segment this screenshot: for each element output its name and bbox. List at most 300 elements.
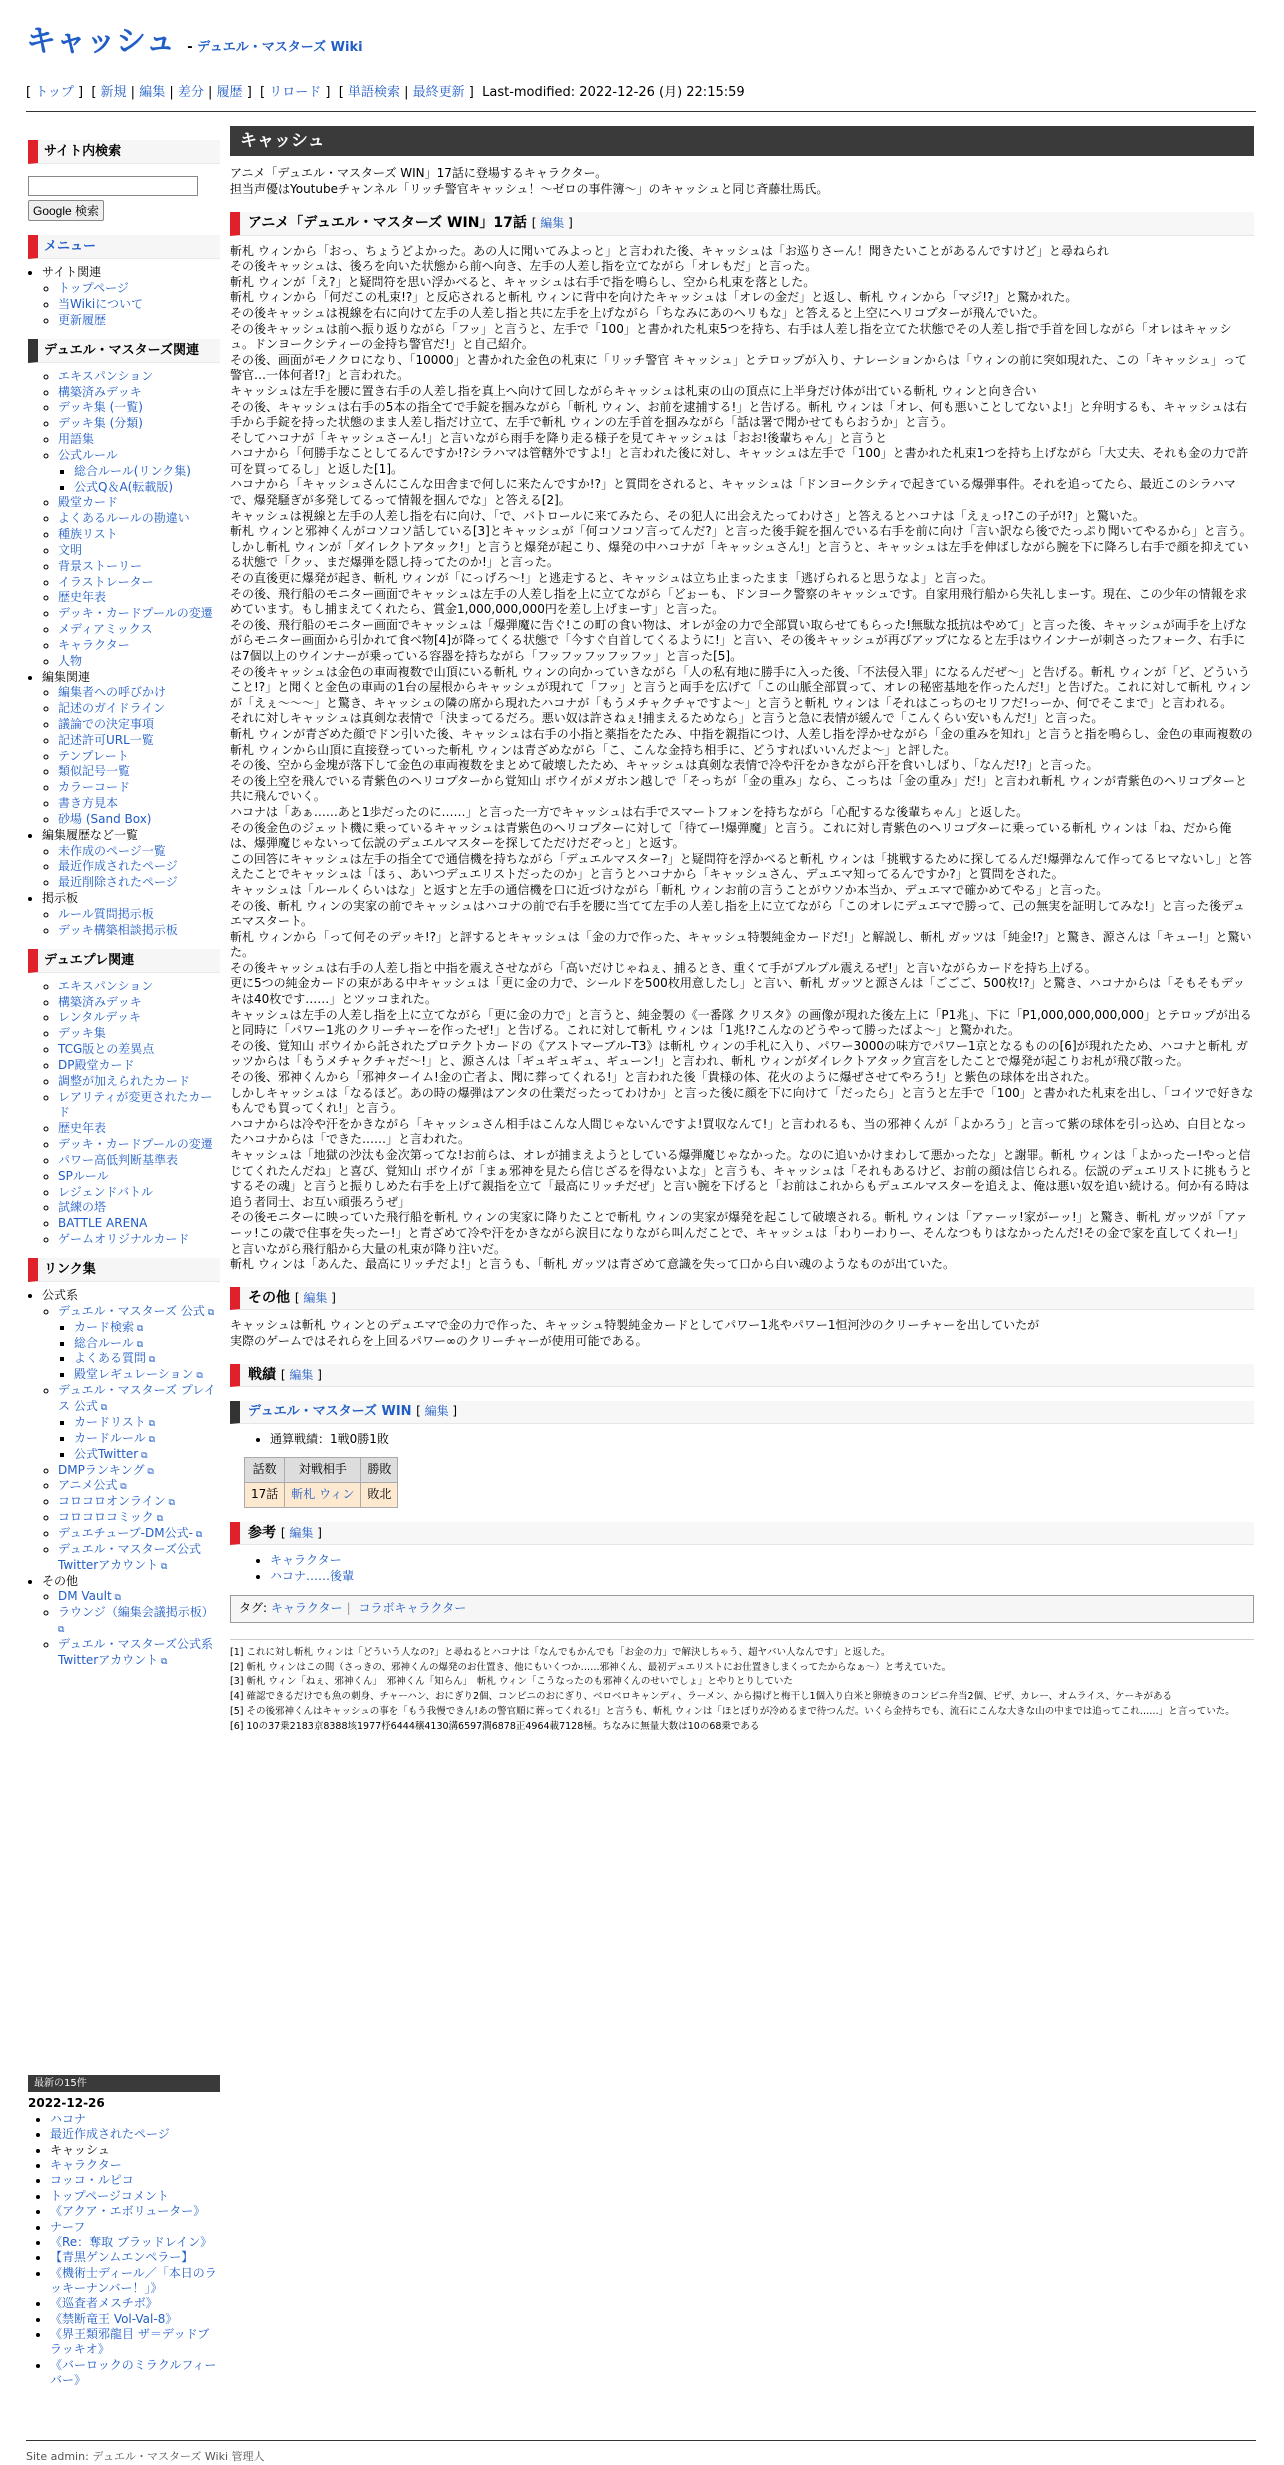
list-item (42, 828, 220, 891)
nav-reload[interactable]: リロード (269, 85, 322, 100)
recent-item[interactable] (50, 2235, 220, 2250)
list-item (58, 780, 220, 796)
list-item (270, 1569, 1254, 1585)
story-line: ハコナから「何勝手なことしてるんですか!?シラハマは管轄外ですよ!」と言われた後に対し、キャッシュは左手で「100」と書かれた札束1つを持ち上げながら「大丈夫、それも金の力で許可を買ってるし」と返した[1]。 (230, 446, 1249, 476)
footnote: [1] これに対し斬札 ウィンは「どういう人なの?」と尋ねるとハコナは「なんでもかんでも「お金の力」で解決しちゃう、超ヤバい人なんです」と返した。 (230, 1646, 891, 1658)
edit-link[interactable]: 編集 (303, 1290, 328, 1305)
external-link[interactable]: 公式Twitter ⧉ (74, 1447, 148, 1461)
sidebar-link[interactable]: カラーコード (58, 780, 131, 795)
reference-list (230, 1553, 1254, 1585)
tag-link[interactable]: コラボキャラクター (358, 1601, 467, 1616)
intro-line: 担当声優はYoutubeチャンネル「リッチ警官キャッシュ！～ゼロの事件簿～」のキャッシュと同じ斉藤壮馬氏。 (230, 182, 829, 197)
recent-link[interactable]: キャラクター (50, 2158, 122, 2173)
list-item (58, 907, 220, 923)
sidebar-link[interactable]: 人物 (58, 653, 83, 668)
last-modified: Last-modified: 2022-12-26 (月) 22:15:59 (482, 85, 745, 100)
list-item (58, 432, 220, 448)
external-link[interactable]: デュエル・マスターズ公式Twitterアカウント ⧉ (58, 1542, 201, 1572)
list-item (58, 1478, 220, 1494)
story-line: その後、飛行船のモニター画面でキャッシュは左手の人差し指を上に立てながら「どぉーも、ドンヨーク警察のキャッシュです。自家用飛行船から失礼しまーす。現在、この少年の情報を求めています。もし捕まえてくれたら、賞金1,000,000,000円を差し上げまーす」と言った。 (230, 586, 1247, 617)
external-link[interactable]: アニメ公式 ⧉ (58, 1478, 127, 1492)
nav-word-search[interactable]: 単語検索 (347, 85, 400, 100)
story-line: ハコナから「キャッシュさんにこんな田舎まで何しに来たんですか!?」と質問をされると、キャッシュは「ドンヨークシティで起きている爆弾事件。それを追ってたら、最近このシラハマで、爆発騒ぎが多発してるって情報を掴んでな」と答える[2]。 (230, 477, 1236, 508)
list-item (58, 764, 220, 780)
story-line: そしてハコナが「キャッシュさーん!」と言いながら雨手を降り走る様子を見てキャッシュは「おお!後輩ちゃん」と言うと (230, 430, 888, 445)
footnote: [5] その後邪神くんはキャッシュの事を「もう我慢できん!あの警官順に葬ってくれる!」と言うも、斬札 ウィンは「ほとぼりが冷めるまで待つんだ。いくら金持ちでも、流石にこんな大きな山の中までは追ってこれ……」と言っていた。 (230, 1706, 1235, 1717)
sidebar-link[interactable]: 用語集 (58, 432, 95, 447)
sidebar-link[interactable]: デッキ構築相談掲示板 (58, 922, 178, 937)
list-item (74, 480, 220, 496)
recent-item[interactable] (50, 2220, 220, 2235)
list-item (58, 859, 220, 875)
list-item (58, 281, 220, 297)
edit-link-wrap: [ 編集 ] (531, 216, 573, 231)
sidebar-link[interactable]: エキスパンション (58, 368, 154, 383)
external-link[interactable]: カード検索 ⧉ (74, 1320, 143, 1334)
site-menu (28, 265, 220, 328)
sidebar-link[interactable]: SPルール (58, 1168, 109, 1183)
sidebar-link[interactable]: ルール質問掲示板 (58, 906, 154, 921)
list-item (58, 1169, 220, 1185)
list-item (270, 1553, 1254, 1569)
story-line: その後キャッシュは視線を右に向けて左手の人差し指と共に左手を上げながら「ちなみにあのヘリもな」と答えると上空にヘリコプターが飛んでいた。 (230, 305, 1045, 320)
section-heading (230, 212, 1254, 235)
story-line: キャッシュは左手を腰に置き右手の人差し指を真上へ向けて回しながらキャッシュは札束の山の頂点に上半身だけ体が出ている斬札 ウィンと向き合い (230, 383, 1037, 398)
recent-item[interactable] (50, 2127, 220, 2142)
recent-link[interactable]: 《アクア・エボリューター》 (50, 2204, 206, 2219)
list-item (58, 749, 220, 765)
main-content (230, 126, 1254, 1735)
section-heading (230, 1287, 1254, 1310)
sidebar-link[interactable]: キャラクター (58, 637, 130, 652)
story-line: 斬札 ウィンから「おっ、ちょうどよかった。あの人に聞いてみよっと」と言われた後、キャッシュは「お巡りさーん！聞きたいことがあるんですけど」と尋ねられ (230, 243, 1109, 258)
recent-link[interactable]: 最近作成されたページ (50, 2127, 170, 2142)
footnote: [3] 斬札 ウィン「ねぇ、邪神くん」 邪神くん「知らん」 斬札 ウィン「こうなったのも邪神くんのせいでしょ」とやりとりしていた (230, 1676, 793, 1688)
list-item (58, 701, 220, 717)
list-item (42, 670, 220, 828)
edit-link[interactable]: 編集 (540, 216, 565, 231)
external-link[interactable]: よくある質問 ⧉ (74, 1351, 155, 1365)
list-item (58, 654, 220, 670)
sidebar-link[interactable]: 更新履歴 (58, 312, 107, 327)
edit-link-wrap: [ 編集 ] (280, 1525, 322, 1540)
story-line: その後キャッシュは前へ振り返りながら「フッ」と言うと、左手で「100」と書かれた札束5つを持ち、右手は人差し指を立てた状態でその人差し指で手首を回しながら「オレはキャッシュ。ドンヨークシティーの金持ち警官だ!」と自己紹介。 (230, 321, 1232, 352)
list-item (58, 1494, 220, 1510)
list-item (58, 590, 220, 606)
recent-link[interactable]: ハコナ (50, 2112, 87, 2127)
navbar: [ トップ ] [ 新規 | 編集 | 差分 | 履歴 ] [ リロード ] [ 単語検索 | 最終更新 ] Last-modified: 2022-12-26 (月) 22:15:59 (26, 85, 745, 100)
story-line: ハコナは「あぁ……あと1歩だったのに……」と言った一方でキャッシュは右手でスマートフォンを持ちながら「心配するな後輩ちゃん」と返した。 (230, 804, 1029, 819)
recent-current: キャッシュ (50, 2142, 110, 2157)
footnotes (230, 1639, 1254, 1734)
opponent-link[interactable]: 斬札 ウィン (291, 1487, 355, 1502)
sidebar-link[interactable]: TCG版との差異点 (58, 1042, 155, 1057)
nav-diff[interactable]: 差分 (177, 85, 204, 100)
list-item (42, 979, 220, 1248)
nav-history[interactable]: 履歴 (216, 85, 243, 100)
table-header: 話数 (245, 1458, 285, 1483)
footnote: [4] 確認できるだけでも魚の刺身、チャーハン、おにぎり2個、コンビニのおにぎり、ベロベロキャンディ、ラーメン、から揚げと梅干し1個入り白米と卵焼きのコンビニ弁当2個、ピザ、カレー、オムライス、ケーキがある (230, 1691, 1172, 1703)
recent-heading: 最新の15件 (28, 2075, 220, 2092)
sidebar-link[interactable]: 書き方見本 (58, 796, 119, 811)
list-item (58, 1058, 220, 1074)
story-line: ハコナからは冷や汗をかきながら「キャッシュさん相手はこんな人間じゃないんですよ!買収なんて!」と言われるも、当の邪神くんが「よかろう」と言って紫の球体を引っ込め、白目となったハコナからは「できた……」と言われた。 (230, 1116, 1247, 1147)
list-item (58, 1216, 220, 1232)
sidebar-link[interactable]: デッキ・カードプールの変遷 (58, 606, 213, 621)
list-item (58, 1542, 220, 1574)
sidebar-link[interactable]: 最近作成されたページ (58, 859, 178, 874)
edit-link[interactable]: 編集 (424, 1404, 449, 1419)
sidebar-link[interactable]: 調整が加えられたカード (58, 1073, 191, 1088)
list-item (58, 1121, 220, 1137)
footer: Site admin: デュエル・マスターズ Wiki 管理人 (26, 2450, 265, 2463)
recent-date: 2022-12-26 (28, 2096, 105, 2111)
links-heading: リンク集 (28, 1258, 220, 1282)
external-link[interactable]: デュエル・マスターズ プレイス 公式 ⧉ (58, 1383, 216, 1413)
external-link[interactable]: DMPランキング ⧉ (58, 1463, 154, 1477)
list-item (42, 369, 220, 670)
external-link[interactable]: ラウンジ（編集会議掲示板） ⧉ (58, 1605, 214, 1635)
sidebar-link[interactable]: デッキ集 (一覧) (58, 400, 143, 415)
sidebar-link[interactable]: 記述許可URL一覧 (58, 732, 154, 747)
list-item (58, 385, 220, 401)
list-item (58, 1026, 220, 1042)
sidebar-link[interactable]: エキスパンション (58, 978, 154, 993)
list-item: • 通算戦績：1戦0勝1敗 (270, 1432, 1254, 1448)
section-heading (230, 1522, 1254, 1545)
external-link[interactable]: DM Vault ⧉ (58, 1589, 121, 1603)
list-item (58, 1589, 220, 1605)
list-item (58, 733, 220, 749)
recent-item[interactable] (50, 2189, 220, 2204)
sidebar-link[interactable]: デッキ・カードプールの変遷 (58, 1137, 213, 1152)
header-divider (26, 111, 1256, 112)
edit-history-label: 編集履歴など一覧 (42, 827, 139, 842)
sidebar-link[interactable]: テンプレート (58, 748, 129, 763)
list-item (74, 1447, 220, 1463)
external-link[interactable]: カードリスト ⧉ (74, 1415, 155, 1429)
menu-heading (28, 235, 220, 259)
list-item (74, 1431, 220, 1447)
story-line: その後キャッシュは右手の人差し指と中指を震えさせながら「高いだけじゃねぇ、捕るとき、重くて手がプルプル震えるぜ!」と言いながらカードを持ち上げる。 (230, 960, 1097, 975)
list-item (58, 1090, 220, 1122)
menu-heading-link[interactable]: メニュー (44, 239, 97, 255)
list-item (74, 464, 220, 480)
official-label: 公式系 (42, 1287, 79, 1302)
sidebar-link[interactable]: 殿堂カード (58, 495, 119, 510)
sidebar-link[interactable]: 砂場 (Sand Box) (58, 811, 152, 826)
sidebar-link[interactable]: よくあるルールの勘違い (58, 511, 190, 526)
external-link[interactable]: 総合ルール ⧉ (74, 1336, 143, 1350)
list-item (74, 1351, 220, 1367)
sidebar-link[interactable]: 議論での決定事項 (58, 717, 155, 731)
recent-item[interactable] (50, 2250, 220, 2265)
story-line: キャッシュは「地獄の沙汰も金次第ってな!お前らは、オレが捕まえようとしている爆弾魔じゃなかった。なのに追いかけまわして悪かったな」と謝罪。斬札 ウィンは「よかったー!やっと信じてくれたんだね」と喜び、覚知山 ボウイが「まぁ邪神を見たら信じざるを得ないよな」と言うも、キャッシュは「それもあるけど、お前の顔は信じられる。伝説のデュエリストに挑もうとするその魂」と言うと振りしめた右手を上げて親指を立て「最高にリッチだぜ」と言い腕を下げると「お前はこれからもデュエルマスターを追えよ、俺は悪い奴を追い続ける。何か有る時は追う者同士、お互い頑張ろうぜ」 (230, 1148, 1253, 1209)
list-item (58, 685, 220, 701)
search-heading: サイト内検索 (28, 140, 220, 164)
list-item (58, 1304, 220, 1383)
list-item (42, 1574, 220, 1669)
sidebar-link[interactable]: レンタルデッキ (58, 1010, 141, 1025)
sidebar-link[interactable]: 総合ルール(リンク集) (74, 463, 191, 478)
recent-item[interactable] (50, 2296, 220, 2311)
sidebar-link[interactable]: 歴史年表 (58, 590, 107, 605)
list-item (58, 1383, 220, 1462)
list-item (58, 543, 220, 559)
sidebar-link[interactable]: 記述のガイドライン (58, 701, 166, 716)
external-link[interactable]: 殿堂レギュレーション ⧉ (74, 1367, 203, 1381)
list-item (58, 1510, 220, 1526)
recent-list (28, 2112, 220, 2388)
nav-top[interactable]: トップ (35, 85, 74, 100)
story-line: その後キャッシュは、後ろを向いた状態から前へ向き、左手の人差し指を立てながら「オレもだ」と言った。 (230, 259, 818, 274)
recent-item[interactable] (50, 2266, 220, 2297)
other-text: キャッシュは斬札 ウィンとのデュエマで金の力で作った、キャッシュ特製純金カードとしてパワー1兆やパワー1恒河沙のクリーチャーを出していたが (230, 1318, 1040, 1333)
sidebar-link[interactable]: 歴史年表 (58, 1121, 107, 1136)
recent-link[interactable]: コッコ・ルピコ (50, 2173, 134, 2188)
story-line: 斬札 ウィンと邪神くんがコソコソ話している[3]とキャッシュが「何コソコソ言ってんだ?」と言った後手錠を掴んでいる右手を前に向け「言い訳なら後でたっぷり聞いてやるから」と言う。 (230, 524, 1252, 539)
recent-item[interactable] (50, 2358, 220, 2389)
edit-link-wrap: [ 編集 ] (294, 1290, 336, 1305)
story-line: その後キャッシュは金色の車両複数で山頂にいる斬札 ウィンの向かっていきながら「人の私有地に勝手に入った後、「不法侵入罪」になるんだぜ～」と告げる。斬札 ウィンが「ど、どういうこと!?」と聞くと金色の車両の1台の屋根からキャッシュが現れて「フッ」と言うと両手を広げて「この山脈全部買って、オレの秘密基地を作ったんだ!」と告げた。これに対して斬札 ウィンが「えぇ～～～」と驚き、キャッシュの隣の席から現れたハコナが「もうメチャクチャですよ～」と言うと斬札 ウィンは「それはこっちのセリフだ!っーか、何でそこまで」と言われる。 (230, 664, 1252, 710)
recent-link[interactable]: 《界王類邪龍目 ザ＝デッドブラッキオ》 (50, 2327, 210, 2357)
external-link[interactable]: デュエル・マスターズ公式系Twitterアカウント ⧉ (58, 1637, 213, 1667)
subsection-link[interactable]: デュエル・マスターズ WIN (248, 1404, 412, 1420)
story-line: 斬札 ウィンが青ざめた顔でドン引いた後、キャッシュは右手の小指と薬指をたたみ、中指を親指につけ、人差し指を浮かせながら「金の重みを知れ」と言うと指を鳴らし、金色の車両複数の斬札 ウィンから山頂に直接登っていった斬札 ウィンは青ざめながら「こ、こんな金持ち相手に、どうすればいいんだよ～」と評した。 (230, 726, 1253, 757)
list-item (74, 1320, 220, 1336)
list-item (58, 400, 220, 416)
reference-link[interactable]: ハコナ……後輩 (270, 1569, 355, 1584)
sidebar-link[interactable]: BATTLE ARENA (58, 1216, 148, 1231)
story-line: しかしキャッシュは「なるほど。あの時の爆弾はアンタの仕業だったってわけか」と言った後に顔を下に向けて「だったら」と言うと左手で「100」と書かれた札束を出し、「コイツで好きなもんでも買ってくれ!」と言う。 (230, 1085, 1254, 1116)
list-item (58, 495, 220, 511)
table-cell: 17話 (245, 1483, 285, 1508)
story-line: その後、邪神くんから「邪神ターイム!金の亡者よ、聞に葬ってくれる!」と言われた後「貴様の体、花火のように爆ぜさせてやろう!」と紫色の球体を出された。 (230, 1070, 1097, 1085)
sidebar-link[interactable]: メディアミックス (58, 622, 153, 637)
nav-new[interactable]: 新規 (100, 85, 127, 100)
story-line: 斬札 ウィンから「何だこの札束!?」と反応されると斬札 ウィンに背中を向けたキャッシュは「オレの金だ」と返し、斬札 ウィンから「マジ!?」と驚かれた。 (230, 290, 1078, 305)
footnote: [2] 斬札 ウィンはこの間（さっきの、邪神くんの爆発のお仕置き、他にもいくつか……邪神くん、最初デュエリストにお仕置きしまくってたからなぁ～）と考えていた。 (230, 1661, 952, 1673)
sidebar-link[interactable]: 公式Q＆A(転載版) (74, 479, 174, 494)
list-item (42, 1288, 220, 1574)
page-title: キャッシュ (230, 126, 1254, 156)
sidebar-link[interactable]: レアリティが変更されたカード (58, 1089, 213, 1120)
other-label: その他 (42, 1573, 79, 1588)
story-line: その後モニターに映っていた飛行船を斬札 ウィンの実家に降りたことで斬札 ウィンの実家が爆発を起こして破壊される。斬札 ウィンは「アァーッ!家がーッ!」と驚き、斬札 ガッツが「アァーッ!この歳で住事を失ったー!」と青ざめて冷や汗をかきながら涙目になりながら叫んだことで、キャッシュは「わりーわりー、そんなつもりはなかったんだ!その金で家を直してくれー!」と言いながら飛行船から大量の札束が降り注いだ。 (230, 1210, 1248, 1256)
list-item (58, 638, 220, 654)
recent-item[interactable] (50, 2204, 220, 2219)
record-table (244, 1457, 398, 1508)
list-item (58, 606, 220, 622)
dm-menu (28, 369, 220, 939)
table-header: 勝敗 (361, 1458, 398, 1483)
edit-link[interactable]: 編集 (289, 1367, 314, 1382)
page-heading[interactable]: キャッシュ (26, 24, 176, 59)
google-search-button[interactable]: Google 検索 (28, 200, 104, 221)
external-link[interactable]: コロコロオンライン ⧉ (58, 1494, 175, 1508)
recent-item[interactable] (50, 2327, 220, 2358)
site-label: サイト関連 (42, 265, 102, 280)
section-title: アニメ「デュエル・マスターズ WIN」17話 (248, 215, 527, 232)
list-item (58, 297, 220, 313)
sidebar (28, 130, 220, 1669)
story-line: その後、キャッシュは右手の5本の指全てで手錠を掴みながら「斬札 ウィン、お前を逮捕する!」と告げる。斬札 ウィンは「オレ、何も悪いことしてないよ!」と弁明するも、キャッシュは右手から手錠を持った状態のまま人差し指だけ立て、左手で斬札 ウィンの左手首を掴みながら「話は署で聞かせてもらおうか」と言う。 (230, 399, 1248, 430)
external-link[interactable]: デュエチューブ-DM公式- ⧉ (58, 1526, 202, 1540)
recent-link[interactable]: 【青黒ゲンムエンペラー】 (50, 2250, 194, 2265)
sidebar-link[interactable]: パワー高低判断基準表 (58, 1152, 179, 1167)
story-line: その後金色のジェット機に乗っているキャッシュは青紫色のヘリコプターに対して「待てー!爆弾魔」と言う。これに対し青紫色のヘリコプターに乗っている斬札 ウィンは「ね、だから俺は、爆弾魔じゃないって伝説のデュエルマスターを探してただけだぞっと」と返す。 (230, 820, 1232, 851)
board-label: 掲示板 (42, 891, 79, 906)
list-item (74, 1415, 220, 1431)
episode-story (230, 244, 1254, 1273)
story-line: 斬札 ウィンが「え?」と疑問符を思い浮かべると、キャッシュは右手で指を鳴らし、空から札束を落とした。 (230, 274, 816, 289)
sidebar-link[interactable]: 試練の塔 (58, 1200, 107, 1215)
section-title: 戦績 (248, 1366, 276, 1383)
list-item (58, 812, 220, 828)
list-item (58, 559, 220, 575)
edit-label: 編集関連 (42, 669, 91, 684)
footnote: [6] 10の37乗2183京8388垓1977杼6444穣4130溝6597澗6878正4964載7128極。ちなみに無量大数は10の68乗である (230, 1720, 760, 1732)
subsection-heading (230, 1401, 1254, 1423)
edit-link-wrap: [ 編集 ] (280, 1367, 322, 1382)
sidebar-link[interactable]: レジェンドバトル (58, 1184, 153, 1199)
list-item (58, 1010, 220, 1026)
external-link[interactable]: カードルール ⧉ (74, 1431, 155, 1445)
list-item (58, 1185, 220, 1201)
story-line: その後上空を飛んでいる青紫色のヘリコプターから覚知山 ボウイがメガホン越しで「そっちが「金の重み」なら、こっちは「金の重み」だ!」と言われ斬札 ウィンが青紫色のヘリコプターと共に飛んでいく。 (230, 773, 1247, 804)
tags-label: タグ: (239, 1601, 268, 1616)
story-line: その後、覚知山 ボウイから託されたプロテクトカードの《アストマーブル-T3》は斬札 ウィンの手札に入り、パワー3000の味方でパワー1京となるものの[6]が現れたため、ハコナと斬札 ガッツからは「もうメチャクチャだ～!」と、源さんは「ギュギュギュ、ギューン!」と言われ、斬札 ウィンがダイレクトアタック宣言をしたことで爆発が起こりお札が飛び散った。 (230, 1038, 1248, 1069)
story-line: その後、画面がモノクロになり、「10000」と書かれた金色の札束に「リッチ警官 キャッシュ」とテロップが入り、ナレーションからは「ウィンの前に突如現れた、この「キャッシュ」って警官…一体何者!?」と言われた。 (230, 352, 1247, 383)
external-link[interactable]: デュエル・マスターズ 公式 ⧉ (58, 1304, 214, 1318)
story-line: 斬札 ウィンは「あんた、最高にリッチだよ!」と言うも、「斬札 ガッツは青ざめて意識を失って口から白い魂のようなものが出ていた。 (230, 1257, 956, 1272)
list-item (58, 979, 220, 995)
intro-line: アニメ「デュエル・マスターズ WIN」17話に登場するキャラクター。 (230, 166, 608, 181)
search-input[interactable] (28, 176, 198, 196)
list-item (58, 923, 220, 939)
site-header (26, 22, 1256, 62)
list-item (58, 511, 220, 527)
list-item (58, 844, 220, 860)
recent-item[interactable] (50, 2173, 220, 2188)
list-item (58, 995, 220, 1011)
recent-changes (28, 2075, 220, 2388)
section-title: 参考 (248, 1524, 276, 1541)
list-item (42, 891, 220, 938)
story-line: この回答にキャッシュは左手の指全てで通信機を持ちながら「デュエルマスター?」と疑問符を浮かべると斬札 ウィンは「挑戦するために探してるんだ!爆弾なんて作ってるヒマないし」と答えたことでキャッシュは「ほぅ、あいつデュエリストだったのか」と言うとハコナから「キャッシュさん、デュエマ知ってるんですか?」と質問をされた。 (230, 851, 1252, 882)
story-line: その直後更に爆発が起き、斬札 ウィンが「にっげろ〜!」と逃走すると、キャッシュは立ち止まったまま「逃げられると思うなよ」と言った。 (230, 571, 993, 586)
story-line: キャッシュは視線と左手の人差し指を右に向け、「で、バトロールに来てみたら、その犯人に出会えたってわけさ」と答えるとハコナは「えぇっ!?この子が!?」と驚いた。 (230, 508, 1145, 523)
recent-link[interactable]: 《バーロックのミラクルフィーバー》 (50, 2357, 217, 2388)
recent-link[interactable]: 《禁断竜王 Vol-Val-8》 (50, 2311, 178, 2326)
list-item (58, 313, 220, 329)
section-heading (230, 1364, 1254, 1387)
story-line: その後、飛行船のモニター画面でキャッシュは「爆弾魔に告ぐ!この町の食い物は、オレが金の力で全部買い取らせてもらった!無駄な抵抗はやめて」と言った後、キャッシュが両手を上げながらモニター画面から引かれて食べ物[4]が降ってくる状態で「今すぐ自首してくるように!」と言い、その後キャッシュが再びアップになると左手はウインナーが刺さったフォーク、右手には7個以上のウインナーが乗っている容器を持ちながら「フッフッフッフッフッ」と言った[5]。 (230, 617, 1247, 663)
recent-link[interactable]: 《巡査者メスチボ》 (50, 2296, 158, 2311)
sidebar-link[interactable]: 当Wikiについて (58, 296, 143, 311)
list-item (58, 1200, 220, 1216)
sidebar-link[interactable]: トップページ (58, 281, 129, 296)
sidebar-link[interactable]: 種族リスト (58, 527, 118, 542)
recent-item[interactable] (50, 2112, 220, 2127)
list-item (58, 717, 220, 733)
list-item (58, 1137, 220, 1153)
list-item (58, 527, 220, 543)
sidebar-link[interactable]: ゲームオリジナルカード (58, 1232, 190, 1246)
reference-link[interactable]: キャラクター (270, 1553, 342, 1568)
links-menu (28, 1288, 220, 1669)
sidebar-link[interactable]: デッキ集 (分類) (58, 416, 143, 431)
footer-divider (26, 2440, 1256, 2441)
sidebar-link[interactable]: 類似記号一覧 (58, 764, 131, 779)
record-list (230, 1432, 1254, 1448)
list-item (42, 265, 220, 328)
list-item (58, 1463, 220, 1479)
table-header: 対戦相手 (285, 1458, 361, 1483)
story-line: それに対しキャッシュは真剣な表情で「決まってるだろ。悪い奴は許さねぇ!捕まえるためなら」と言うと急に表情が緩んで「こんくらい安いもんだ!」と言った。 (230, 711, 1104, 726)
list-item (74, 1336, 220, 1352)
recent-link[interactable]: トップページコメント (50, 2188, 169, 2203)
nav-edit[interactable]: 編集 (139, 85, 166, 100)
duepuri-heading: デュエプレ関連 (28, 949, 220, 973)
duepuri-menu (28, 979, 220, 1248)
external-link[interactable]: コロコロコミック ⧉ (58, 1510, 163, 1524)
sidebar-link[interactable]: 未作成のページ一覧 (58, 843, 166, 858)
sidebar-link[interactable]: 背景ストーリー (58, 558, 143, 573)
recent-link[interactable]: 《機術士ディール／「本日のラッキーナンバー！」》 (50, 2265, 217, 2295)
sidebar-link[interactable]: DP殿堂カード (58, 1057, 135, 1072)
table-row (245, 1483, 398, 1508)
sidebar-link[interactable]: デッキ集 (58, 1026, 106, 1041)
tag-link[interactable]: キャラクター (270, 1601, 343, 1616)
edit-link[interactable]: 編集 (289, 1525, 314, 1540)
sidebar-link[interactable]: 編集者への呼びかけ (58, 685, 167, 700)
recent-item[interactable] (50, 2312, 220, 2327)
list-item (58, 1042, 220, 1058)
edit-link-wrap: [ 編集 ] (416, 1404, 458, 1419)
site-name-link[interactable]: デュエル・マスターズ Wiki (197, 40, 363, 55)
list-item (58, 1153, 220, 1169)
list-item (58, 416, 220, 432)
sidebar-link[interactable]: 公式ルール (58, 447, 118, 462)
story-line: 斬札 ウィンから「って何そのデッキ!?」と評するとキャッシュは「金の力で作った、キャッシュ特製純金カードだ!」と解説し、斬札 ガッツは「純金!?」と驚き、源さんは「キュー!」と驚いた。 (230, 929, 1252, 960)
recent-item (50, 2143, 220, 2158)
list-item (58, 1637, 220, 1669)
sidebar-link[interactable]: 構築済みデッキ (58, 384, 142, 399)
dm-heading: デュエル・マスターズ関連 (28, 339, 220, 363)
list-item (58, 622, 220, 638)
site-name: - デュエル・マスターズ Wiki (187, 40, 363, 55)
recent-link[interactable]: 《Re：奪取 ブラッドレイン》 (50, 2234, 213, 2249)
list-item (58, 875, 220, 891)
list-item (58, 796, 220, 812)
list-item (58, 1526, 220, 1542)
sidebar-link[interactable]: 最近削除されたページ (58, 875, 178, 890)
recent-item[interactable] (50, 2158, 220, 2173)
list-item (58, 575, 220, 591)
sidebar-link[interactable]: 文明 (58, 542, 83, 557)
recent-link[interactable]: ナーフ (50, 2219, 86, 2234)
list-item (58, 448, 220, 495)
story-line: その後、斬札 ウィンの実家の前でキャッシュはハコナの前で右手を腰に当てて左手の人差し指を上に立てながら「このオレにデュエマで勝って、己の無実を証明してみな!」と言った後デュエマスタート。 (230, 898, 1245, 929)
table-header-row (245, 1458, 398, 1483)
list-item (74, 1367, 220, 1383)
sidebar-link[interactable]: イラストレーター (58, 574, 154, 589)
nav-recent[interactable]: 最終更新 (412, 85, 465, 100)
story-line: キャッシュは「ルールくらいはな」と返すと左手の通信機を口に近づけながら「斬札 ウィンお前の言うことがウソか本当か、デュエマで確かめてやる」と言った。 (230, 882, 1109, 897)
section-title: その他 (248, 1289, 290, 1306)
sidebar-link[interactable]: 構築済みデッキ (58, 994, 142, 1009)
